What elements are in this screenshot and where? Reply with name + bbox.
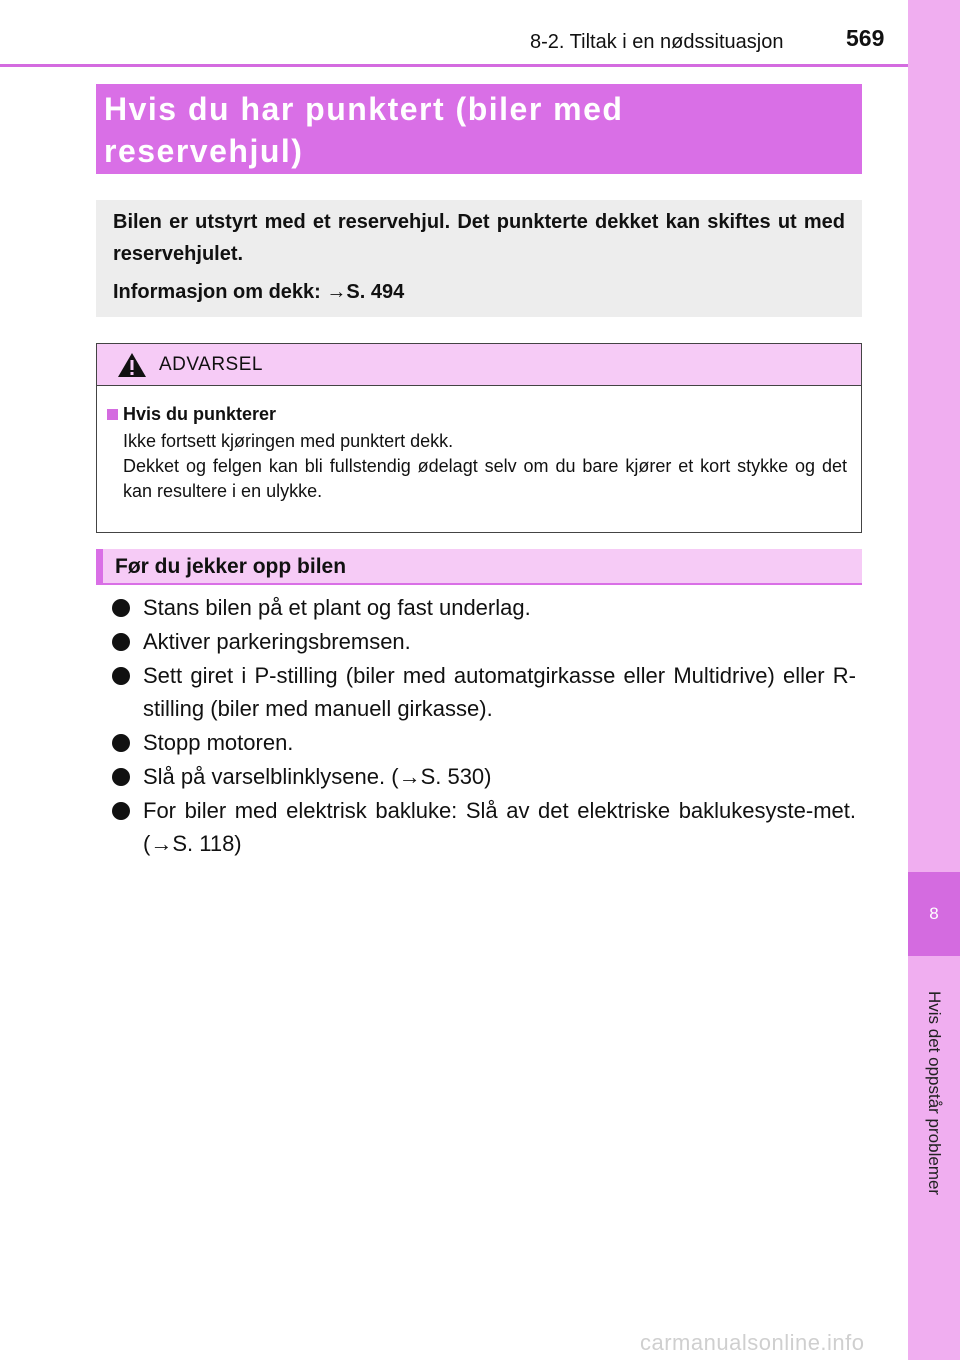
tire-info-page-link[interactable]: S. 494 — [346, 281, 405, 303]
list-item: Aktiver parkeringsbremsen. — [110, 625, 856, 658]
intro-text: Bilen er utstyrt med et reservehjul. Det punkterte dekket kan skiftes ut med reservehjulet. — [113, 211, 845, 265]
header-rule — [0, 64, 908, 67]
intro-box — [96, 200, 862, 317]
side-chapter-title: Hvis det oppstår problemer — [925, 990, 944, 1196]
warning-box — [96, 343, 862, 533]
warning-line-1: Ikke fortsett kjøringen med punktert dekk. — [123, 431, 454, 451]
warning-body — [97, 386, 861, 504]
page-title — [96, 84, 862, 174]
warning-triangle-icon — [117, 352, 147, 378]
step-list — [110, 591, 856, 861]
warning-line-2: Dekket og felgen kan bli fullstendig ødelagt selv om du bare kjører et kort stykke og det kan resultere i en ulykke. — [123, 456, 847, 501]
list-item: Stans bilen på et plant og fast underlag. — [110, 591, 856, 624]
side-chapter-number: 8 — [908, 872, 960, 956]
tire-info-label: Informasjon om dekk: — [113, 281, 327, 303]
page-number: 569 — [846, 25, 885, 51]
section-heading: Før du jekker opp bilen — [96, 549, 862, 585]
bullet-icon — [110, 732, 132, 754]
square-bullet-icon — [107, 409, 118, 420]
reference-arrow: → — [326, 281, 347, 303]
list-item: For biler med elektrisk bakluke: Slå av det elektriske baklukesyste-met. (→S. 118) — [110, 794, 856, 860]
warning-label: ADVARSEL — [159, 353, 263, 375]
warning-header — [97, 344, 861, 386]
warning-text — [107, 429, 847, 504]
bullet-icon — [110, 631, 132, 653]
list-item: Stopp motoren. — [110, 726, 856, 759]
list-item: Sett giret i P-stilling (biler med automatgirkasse eller Multidrive) eller R-stilling (biler med manuell girkasse). — [110, 659, 856, 725]
watermark: carmanualsonline.info — [640, 1330, 865, 1355]
warning-subheading — [107, 404, 847, 425]
bullet-icon — [110, 800, 132, 822]
list-item: Slå på varselblinklysene. (→S. 530) — [110, 760, 856, 793]
page-title-line-2: reservehjul) — [104, 133, 304, 169]
bullet-icon — [110, 597, 132, 619]
warning-subheading-text: Hvis du punkterer — [123, 404, 277, 424]
bullet-icon — [110, 665, 132, 687]
header-section-title: 8-2. Tiltak i en nødssituasjon — [530, 31, 784, 53]
tire-info-reference — [113, 276, 845, 308]
page-title-line-1: Hvis du har punktert (biler med — [104, 91, 624, 127]
bullet-icon — [110, 766, 132, 788]
